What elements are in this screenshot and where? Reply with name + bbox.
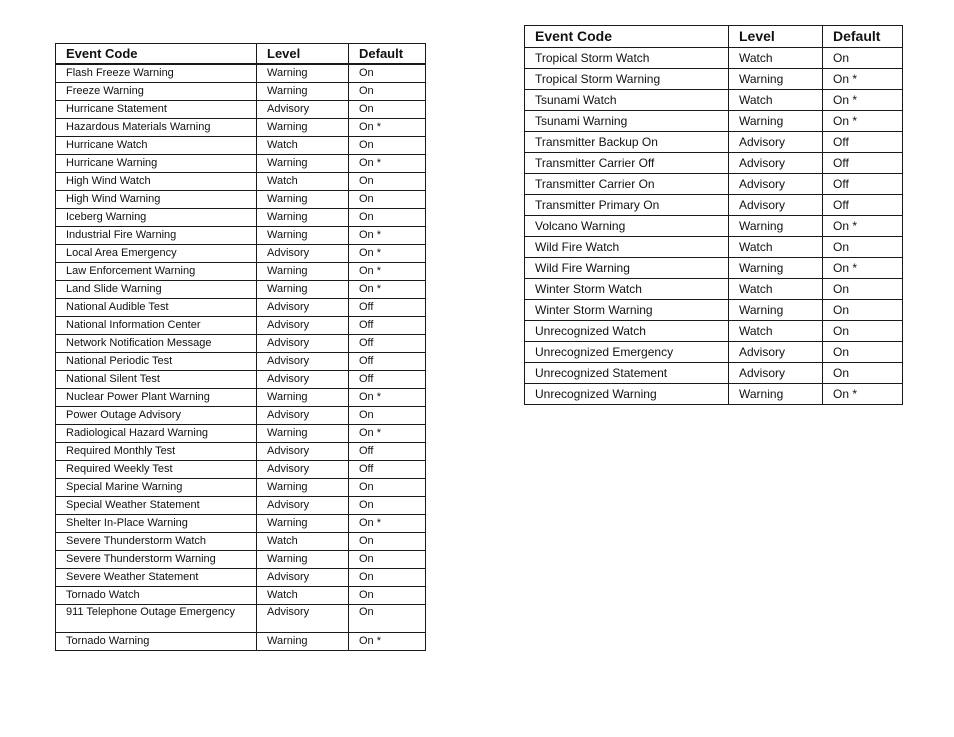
cell-level: Advisory [729,342,823,363]
cell-level: Advisory [729,153,823,174]
cell-level: Warning [257,155,349,173]
cell-default: On [349,569,426,587]
cell-default: On [349,137,426,155]
table-row [56,119,426,137]
cell-default: On [823,363,903,384]
table-row [525,321,903,342]
cell-level: Advisory [729,174,823,195]
table-row [56,515,426,533]
cell-event-code: Transmitter Carrier On [525,174,729,195]
cell-default: On [349,83,426,101]
table-row [56,461,426,479]
table-row [525,174,903,195]
cell-default: Off [823,195,903,216]
table-row [525,48,903,69]
cell-level: Watch [257,587,349,605]
cell-level: Advisory [729,195,823,216]
cell-default: Off [349,335,426,353]
header-event-code: Event Code [56,44,257,65]
table-row [56,64,426,83]
cell-level: Warning [729,216,823,237]
cell-default: On * [823,216,903,237]
cell-default: On [823,321,903,342]
cell-default: On [823,342,903,363]
cell-default: On * [349,119,426,137]
cell-level: Warning [257,83,349,101]
cell-default: Off [349,353,426,371]
cell-event-code: Tropical Storm Warning [525,69,729,90]
cell-level: Advisory [257,353,349,371]
cell-level: Warning [257,191,349,209]
cell-level: Watch [729,90,823,111]
cell-level: Warning [257,515,349,533]
table-row [56,371,426,389]
cell-level: Warning [257,64,349,83]
table-row [525,195,903,216]
cell-event-code: Severe Thunderstorm Watch [56,533,257,551]
cell-default: On * [349,227,426,245]
table-row [56,605,426,633]
cell-level: Warning [257,425,349,443]
cell-event-code: Transmitter Backup On [525,132,729,153]
cell-event-code: Wild Fire Watch [525,237,729,258]
cell-default: On [823,300,903,321]
cell-level: Warning [257,479,349,497]
table-row [56,155,426,173]
cell-default: On [349,101,426,119]
table-row [56,425,426,443]
table-row [525,153,903,174]
table-row [56,227,426,245]
cell-event-code: Network Notification Message [56,335,257,353]
cell-level: Watch [257,173,349,191]
cell-default: On * [349,245,426,263]
cell-event-code: Transmitter Primary On [525,195,729,216]
table-row [56,443,426,461]
cell-default: On * [349,425,426,443]
header-level: Level [729,26,823,48]
cell-event-code: Unrecognized Emergency [525,342,729,363]
cell-level: Warning [257,633,349,651]
cell-default: On [349,533,426,551]
cell-event-code: Land Slide Warning [56,281,257,299]
cell-default: On * [823,69,903,90]
table-row [56,137,426,155]
cell-default: On [349,551,426,569]
cell-event-code: Tornado Warning [56,633,257,651]
cell-default: On * [823,90,903,111]
cell-event-code: Severe Thunderstorm Warning [56,551,257,569]
cell-level: Watch [729,279,823,300]
cell-event-code: Special Weather Statement [56,497,257,515]
header-default: Default [823,26,903,48]
table-row [56,245,426,263]
table-row [56,263,426,281]
cell-default: Off [349,317,426,335]
cell-event-code: 911 Telephone Outage Emergency [56,605,257,633]
header-level: Level [257,44,349,65]
cell-event-code: Winter Storm Warning [525,300,729,321]
cell-default: On * [823,111,903,132]
cell-default: Off [823,153,903,174]
table-row [56,173,426,191]
cell-level: Advisory [729,363,823,384]
cell-default: On [349,605,426,633]
table-row [56,533,426,551]
table-row [56,353,426,371]
cell-event-code: Nuclear Power Plant Warning [56,389,257,407]
table-row [56,335,426,353]
cell-event-code: Transmitter Carrier Off [525,153,729,174]
cell-event-code: Winter Storm Watch [525,279,729,300]
cell-event-code: Severe Weather Statement [56,569,257,587]
cell-event-code: National Audible Test [56,299,257,317]
cell-event-code: National Information Center [56,317,257,335]
cell-default: On [349,407,426,425]
cell-level: Warning [257,209,349,227]
cell-default: On [349,173,426,191]
event-code-table-right [524,25,903,405]
cell-default: On [349,209,426,227]
table-header-row [56,44,426,65]
cell-default: On [823,279,903,300]
cell-level: Warning [729,384,823,405]
cell-event-code: Tsunami Warning [525,111,729,132]
table-row [525,258,903,279]
cell-level: Advisory [257,407,349,425]
cell-level: Advisory [257,335,349,353]
cell-event-code: High Wind Warning [56,191,257,209]
table-row [56,497,426,515]
cell-level: Advisory [257,317,349,335]
cell-level: Warning [257,263,349,281]
cell-level: Watch [729,237,823,258]
cell-level: Warning [729,300,823,321]
event-code-table-left [55,43,426,651]
cell-level: Advisory [257,101,349,119]
cell-event-code: Tornado Watch [56,587,257,605]
cell-level: Warning [257,389,349,407]
cell-event-code: High Wind Watch [56,173,257,191]
cell-level: Warning [729,258,823,279]
table-row [525,300,903,321]
cell-event-code: Hurricane Statement [56,101,257,119]
cell-level: Advisory [257,605,349,633]
cell-event-code: Tsunami Watch [525,90,729,111]
header-event-code: Event Code [525,26,729,48]
table-row [56,479,426,497]
table-header-row [525,26,903,48]
table-row [56,101,426,119]
cell-level: Advisory [729,132,823,153]
table-row [56,633,426,651]
cell-event-code: National Periodic Test [56,353,257,371]
cell-level: Advisory [257,497,349,515]
cell-default: On * [349,263,426,281]
cell-default: On * [823,384,903,405]
cell-default: On [349,64,426,83]
cell-level: Advisory [257,461,349,479]
cell-level: Watch [257,533,349,551]
table-row [525,384,903,405]
cell-level: Advisory [257,245,349,263]
table-row [525,69,903,90]
cell-default: Off [349,461,426,479]
table-row [56,407,426,425]
cell-event-code: Volcano Warning [525,216,729,237]
cell-event-code: Law Enforcement Warning [56,263,257,281]
cell-level: Warning [729,111,823,132]
cell-default: On * [349,633,426,651]
cell-default: Off [349,371,426,389]
table-row [525,237,903,258]
table-row [525,90,903,111]
cell-event-code: Required Weekly Test [56,461,257,479]
cell-default: On [349,587,426,605]
table-row [56,587,426,605]
cell-level: Watch [257,137,349,155]
table-row [525,342,903,363]
table-row [56,569,426,587]
table-row [525,363,903,384]
table-row [56,389,426,407]
cell-level: Warning [257,119,349,137]
table-row [56,317,426,335]
cell-event-code: Industrial Fire Warning [56,227,257,245]
table-row [56,299,426,317]
cell-default: On [349,191,426,209]
table-row [56,83,426,101]
cell-event-code: Required Monthly Test [56,443,257,461]
cell-event-code: Radiological Hazard Warning [56,425,257,443]
table-row [56,191,426,209]
cell-level: Advisory [257,569,349,587]
cell-default: On [349,497,426,515]
cell-level: Advisory [257,443,349,461]
table-row [525,216,903,237]
cell-default: On * [349,281,426,299]
cell-event-code: Hurricane Warning [56,155,257,173]
cell-default: Off [823,174,903,195]
cell-level: Warning [729,69,823,90]
cell-event-code: Wild Fire Warning [525,258,729,279]
cell-event-code: Tropical Storm Watch [525,48,729,69]
cell-event-code: Power Outage Advisory [56,407,257,425]
header-default: Default [349,44,426,65]
table-row [56,281,426,299]
cell-default: On * [349,515,426,533]
cell-default: On * [349,155,426,173]
cell-level: Warning [257,551,349,569]
cell-default: Off [349,299,426,317]
cell-level: Watch [729,321,823,342]
table-row [56,551,426,569]
cell-event-code: Unrecognized Watch [525,321,729,342]
cell-event-code: Iceberg Warning [56,209,257,227]
cell-default: On [823,237,903,258]
cell-event-code: National Silent Test [56,371,257,389]
cell-default: On * [823,258,903,279]
cell-event-code: Hazardous Materials Warning [56,119,257,137]
cell-level: Advisory [257,371,349,389]
table-row [525,111,903,132]
cell-level: Warning [257,227,349,245]
cell-event-code: Shelter In-Place Warning [56,515,257,533]
cell-event-code: Unrecognized Warning [525,384,729,405]
cell-default: On [823,48,903,69]
cell-level: Advisory [257,299,349,317]
cell-event-code: Hurricane Watch [56,137,257,155]
cell-level: Watch [729,48,823,69]
cell-default: On [349,479,426,497]
table-row [525,132,903,153]
table-row [525,279,903,300]
cell-default: Off [349,443,426,461]
cell-default: On * [349,389,426,407]
table-row [56,209,426,227]
cell-event-code: Unrecognized Statement [525,363,729,384]
cell-default: Off [823,132,903,153]
cell-event-code: Local Area Emergency [56,245,257,263]
cell-level: Warning [257,281,349,299]
cell-event-code: Freeze Warning [56,83,257,101]
cell-event-code: Flash Freeze Warning [56,64,257,83]
cell-event-code: Special Marine Warning [56,479,257,497]
